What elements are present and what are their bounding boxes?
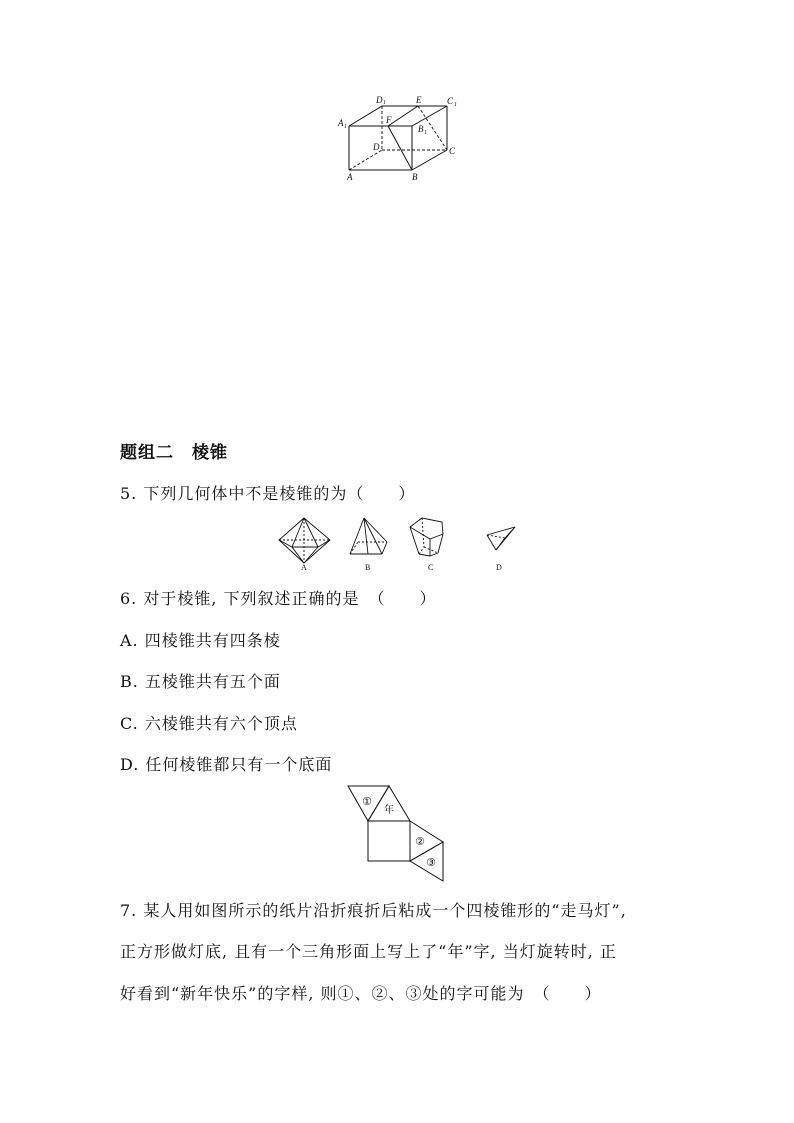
net-mark-1: ① xyxy=(362,795,372,808)
q5-option-d-label: D xyxy=(496,563,502,572)
q6-option-c: C. 六棱锥共有六个顶点 xyxy=(120,714,298,733)
question-7-line-3: 好看到“新年快乐”的字样, 则①、②、③处的字可能为 （ ） xyxy=(120,984,602,1003)
label-b: B xyxy=(412,172,418,182)
question-7-line-2: 正方形做灯底, 且有一个三角形面上写上了“年”字, 当灯旋转时, 正 xyxy=(120,942,617,961)
label-a1-sub: 1 xyxy=(344,124,347,130)
pyramid-net-figure xyxy=(345,784,450,884)
label-b1-sub: 1 xyxy=(424,130,427,136)
solid-b-pyramid xyxy=(350,518,387,554)
label-d1: D xyxy=(376,95,383,105)
q5-option-c-label: C xyxy=(428,563,434,572)
net-mark-2: ② xyxy=(415,835,425,848)
q5-option-a-label: A xyxy=(301,563,307,572)
label-a: A xyxy=(347,172,353,182)
label-b1: B xyxy=(418,124,424,134)
q5-solids-figure xyxy=(270,515,530,575)
label-e: E xyxy=(416,95,422,105)
label-d: D xyxy=(373,142,380,152)
question-7-line-1: 7. 某人用如图所示的纸片沿折痕折后粘成一个四棱锥形的“走马灯”, xyxy=(120,901,627,920)
label-c1: C xyxy=(447,96,454,106)
q6-option-d: D. 任何棱锥都只有一个底面 xyxy=(120,755,333,774)
solid-d-tetrahedron xyxy=(487,527,515,550)
label-d1-sub: 1 xyxy=(383,100,386,106)
net-mark-3: ③ xyxy=(426,856,436,869)
q6-option-a: A. 四棱锥共有四条棱 xyxy=(120,631,281,650)
section-heading: 题组二 棱锥 xyxy=(120,443,228,463)
q6-option-b: B. 五棱锥共有五个面 xyxy=(120,672,281,691)
question-6: 6. 对于棱锥, 下列叙述正确的是 （ ） xyxy=(120,589,437,608)
label-a1: A xyxy=(338,118,344,128)
q5-option-b-label: B xyxy=(365,563,371,572)
label-c: C xyxy=(449,146,456,156)
label-c1-sub: 1 xyxy=(454,102,457,108)
net-char-nian: 年 xyxy=(384,805,394,816)
solid-c-frustum xyxy=(410,518,443,556)
solid-a-octahedron xyxy=(279,518,330,563)
question-5: 5. 下列几何体中不是棱锥的为（ ） xyxy=(120,484,416,503)
cuboid-figure xyxy=(335,92,465,187)
label-f: F xyxy=(386,115,392,125)
